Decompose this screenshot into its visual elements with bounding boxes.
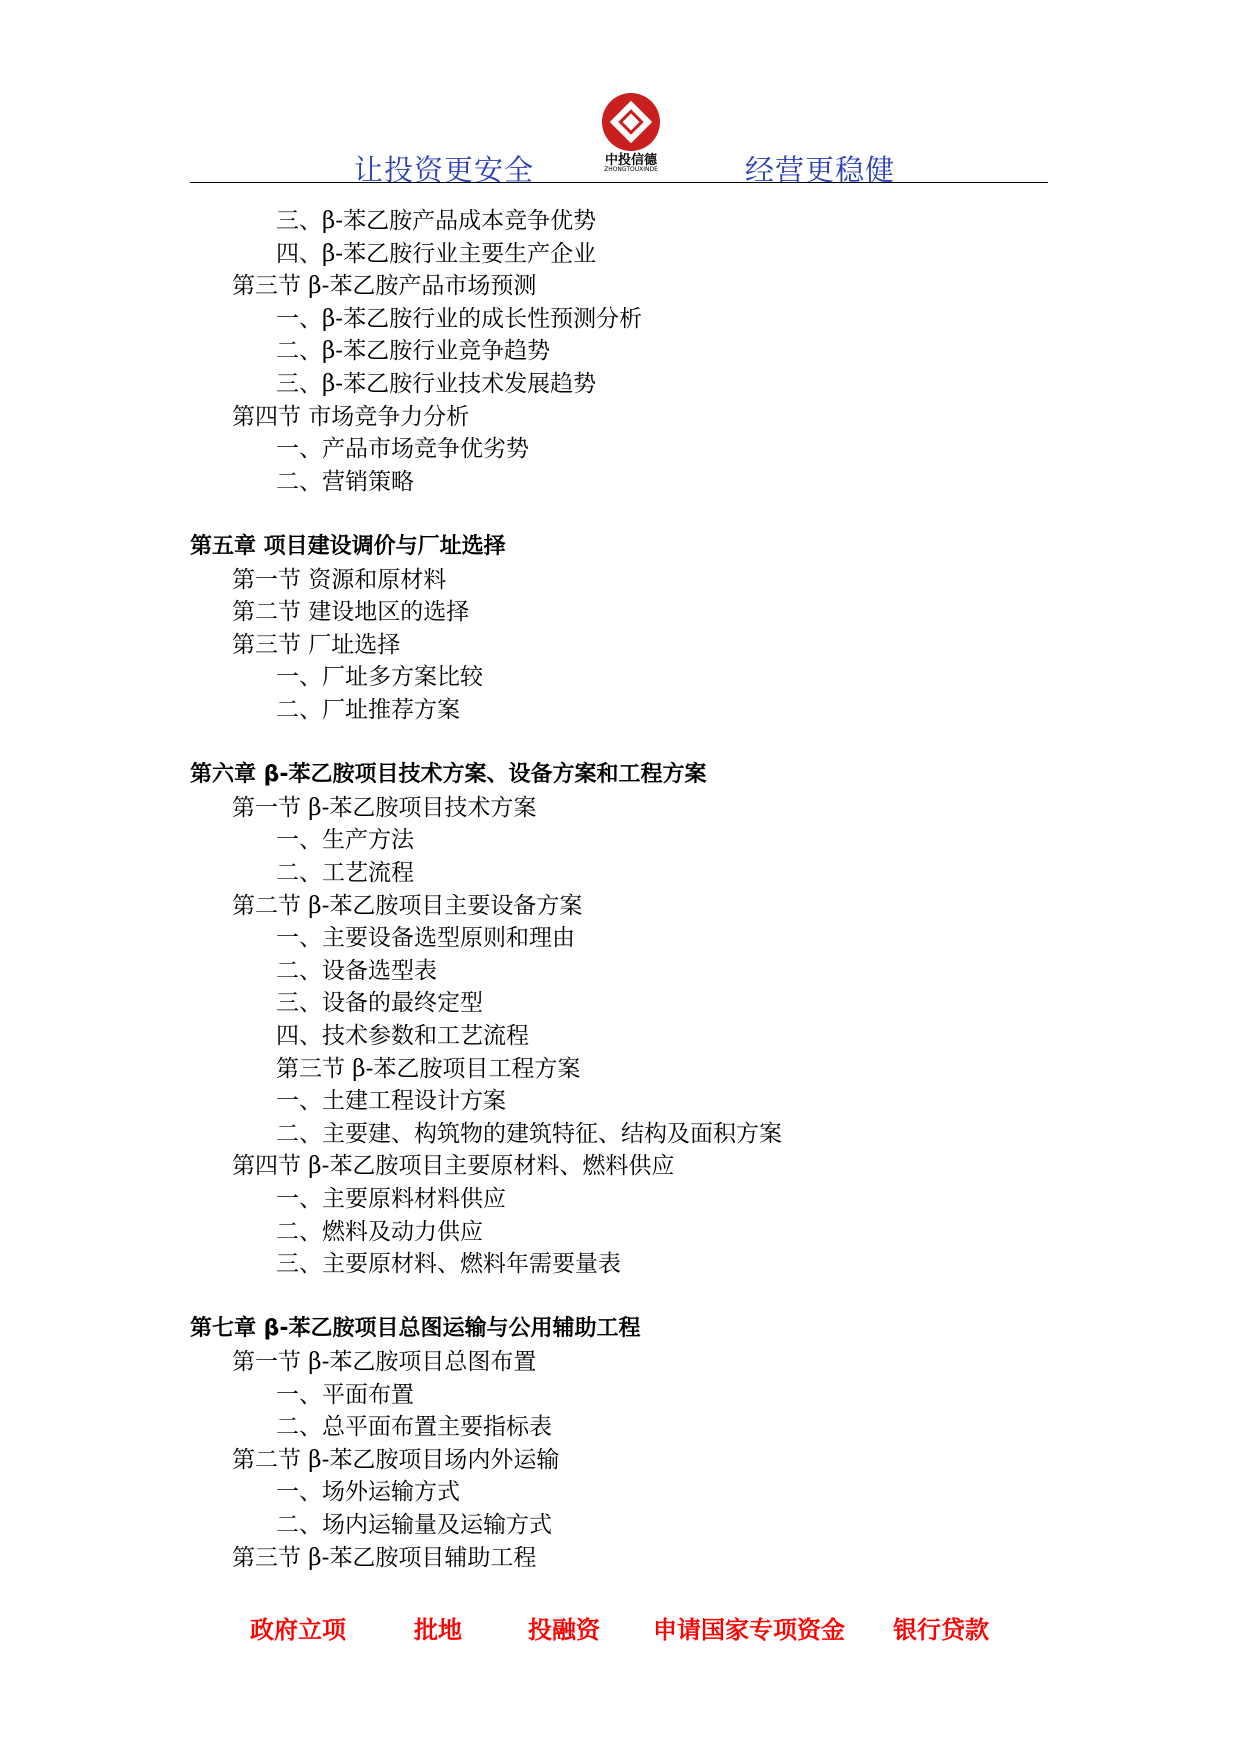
toc-subsection: 二、燃料及动力供应	[276, 1218, 483, 1245]
toc-subsection: 三、β-苯乙胺产品成本竞争优势	[276, 208, 597, 234]
toc-subsection: 四、β-苯乙胺行业主要生产企业	[276, 240, 597, 267]
toc-subsection: 二、β-苯乙胺行业竞争趋势	[276, 338, 551, 365]
logo-subtext: ZHONGTOUXINDE	[604, 166, 658, 173]
toc-section: 第一节 β-苯乙胺项目技术方案	[232, 794, 537, 821]
toc-section: 第三节 β-苯乙胺产品市场预测	[232, 273, 537, 300]
header-divider	[190, 182, 1048, 183]
toc-chapter: 第六章 β-苯乙胺项目技术方案、设备方案和工程方案	[190, 762, 707, 788]
toc-subsection: 一、场外运输方式	[276, 1479, 460, 1506]
page-footer	[0, 1610, 1241, 1650]
toc-section: 第一节 β-苯乙胺项目总图布置	[232, 1349, 537, 1375]
footer-link-project-approval[interactable]: 政府立项	[250, 1616, 346, 1644]
toc-subsection: 一、主要原料材料供应	[276, 1186, 506, 1212]
toc-subsection: 三、主要原材料、燃料年需要量表	[276, 1251, 621, 1278]
toc-subsection: 二、厂址推荐方案	[276, 697, 460, 723]
page-header	[0, 0, 1241, 190]
footer-link-bank-loan[interactable]: 银行贷款	[893, 1616, 989, 1644]
toc-section: 第三节 β-苯乙胺项目辅助工程	[232, 1544, 537, 1571]
toc-subsection: 一、厂址多方案比较	[276, 664, 483, 691]
toc-subsection: 一、生产方法	[276, 827, 414, 854]
toc-section: 第二节 β-苯乙胺项目主要设备方案	[232, 892, 583, 919]
toc-section: 第四节 市场竞争力分析	[232, 403, 470, 430]
toc-section: 第四节 β-苯乙胺项目主要原材料、燃料供应	[232, 1153, 675, 1180]
footer-link-special-funds[interactable]: 申请国家专项资金	[653, 1616, 845, 1644]
toc-subsection: 二、主要建、构筑物的建筑特征、结构及面积方案	[276, 1120, 782, 1147]
toc-subsection: 一、土建工程设计方案	[276, 1088, 506, 1115]
toc-subsection: 二、设备选型表	[276, 957, 437, 984]
toc-subsection: 一、主要设备选型原则和理由	[276, 925, 575, 952]
footer-link-land[interactable]: 批地	[414, 1616, 462, 1644]
toc-subsection: 三、设备的最终定型	[276, 990, 483, 1017]
logo-text: 中投信德	[604, 153, 657, 168]
footer-link-financing[interactable]: 投融资	[528, 1616, 600, 1644]
toc-section: 第二节 建设地区的选择	[232, 599, 470, 626]
toc-subsection: 二、总平面布置主要指标表	[276, 1414, 552, 1441]
toc-subsection: 第三节 β-苯乙胺项目工程方案	[276, 1055, 581, 1082]
toc-section: 第二节 β-苯乙胺项目场内外运输	[232, 1446, 560, 1473]
slogan-right: 经营更稳健	[745, 153, 896, 187]
toc-subsection: 一、β-苯乙胺行业的成长性预测分析	[276, 305, 643, 332]
toc-subsection: 四、技术参数和工艺流程	[276, 1023, 529, 1049]
toc-subsection: 一、平面布置	[276, 1381, 414, 1408]
toc-subsection: 二、营销策略	[276, 468, 414, 495]
toc-section: 第一节 资源和原材料	[232, 566, 447, 593]
toc-chapter: 第五章 项目建设调价与厂址选择	[190, 534, 506, 559]
slogan-left: 让投资更安全	[354, 153, 535, 187]
toc-subsection: 二、工艺流程	[276, 860, 414, 886]
toc-subsection: 三、β-苯乙胺行业技术发展趋势	[276, 371, 597, 397]
toc-subsection: 一、产品市场竞争优劣势	[276, 436, 529, 463]
toc-subsection: 二、场内运输量及运输方式	[276, 1512, 552, 1538]
toc-chapter: 第七章 β-苯乙胺项目总图运输与公用辅助工程	[190, 1316, 641, 1342]
toc-section: 第三节 厂址选择	[232, 631, 401, 658]
company-logo-icon	[602, 93, 660, 151]
